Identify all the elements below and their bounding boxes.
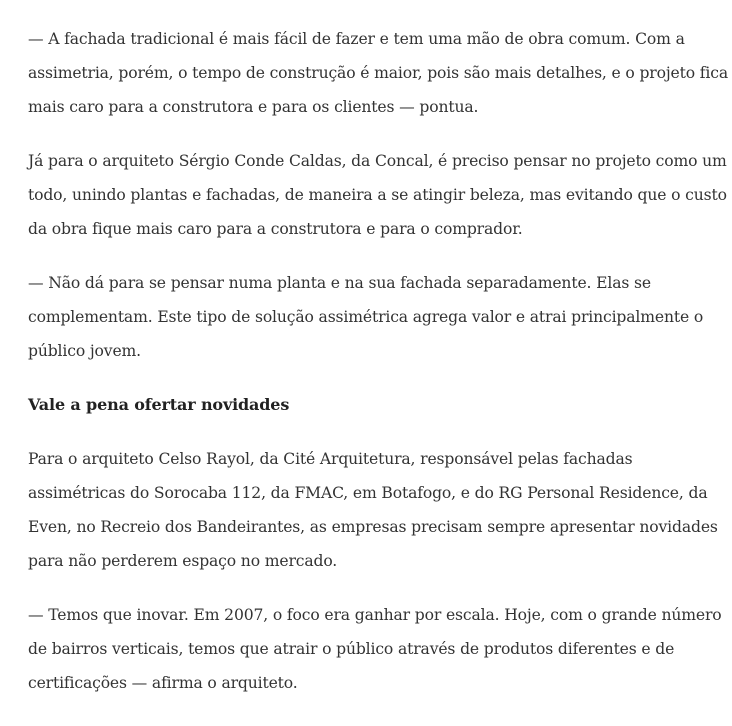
article-paragraph: — Temos que inovar. Em 2007, o foco era ganhar por escala. Hoje, com o grande número de bairros verticais, temos que atrair o público através de produtos diferentes e de certificações — afirma o arquiteto. [28, 606, 722, 692]
article-paragraph: — Não dá para se pensar numa planta e na sua fachada separadamente. Elas se complementam. Este tipo de solução assimétrica agrega valor e atrai principalmente o público jovem. [28, 274, 704, 360]
article-paragraph: Para o arquiteto Celso Rayol, da Cité Arquitetura, responsável pelas fachadas assimétricas do Sorocaba 112, da FMAC, em Botafogo, e do RG Personal Residence, da Even, no Recreio dos Bandeirantes, as empresas precisam sempre apresentar novidades para não perderem espaço no mercado. [28, 450, 718, 570]
article-paragraph: Já para o arquiteto Sérgio Conde Caldas, da Concal, é preciso pensar no projeto como um todo, unindo plantas e fachadas, de maneira a se atingir beleza, mas evitando que o custo da obra fique mais caro para a construtora e para o comprador. [28, 152, 727, 238]
section-subheading: Vale a pena ofertar novidades [28, 395, 290, 414]
article-paragraph: — A fachada tradicional é mais fácil de fazer e tem uma mão de obra comum. Com a assimetria, porém, o tempo de construção é maior, pois são mais detalhes, e o projeto fica mais caro para a construtora e para os clientes — pontua. [28, 30, 728, 116]
article-body [28, 22, 728, 720]
